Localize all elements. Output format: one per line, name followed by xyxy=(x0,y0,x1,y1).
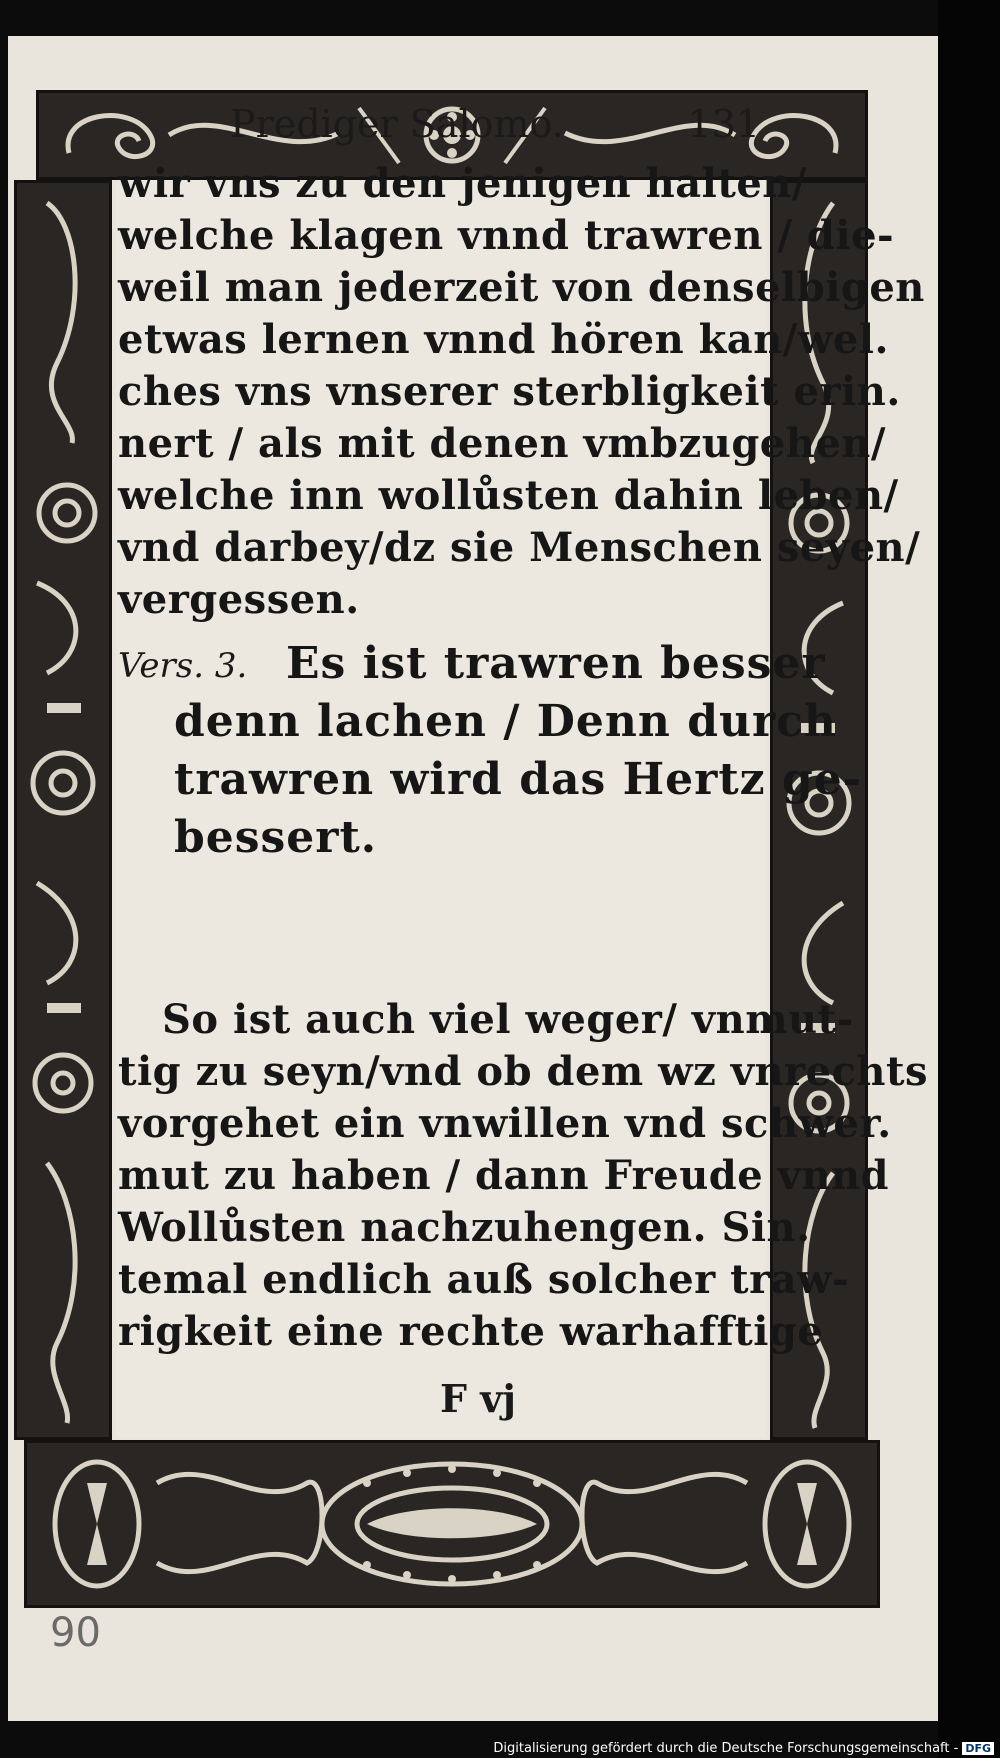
verse-label: Vers. 3. xyxy=(118,646,248,686)
text-line: vergessen. xyxy=(118,576,360,623)
verse-line: Es ist trawren besser xyxy=(286,638,826,689)
text-line: So ist auch viel weger/ vnmut- xyxy=(162,996,854,1043)
page-header xyxy=(150,102,760,158)
left-ornament-band xyxy=(14,180,112,1440)
dfg-logo: DFG xyxy=(962,1742,994,1755)
pencil-annotation: 90 xyxy=(50,1610,101,1656)
text-line: ches vns vnserer sterbligkeit erin. xyxy=(118,368,901,415)
text-line: welche inn wollůsten dahin leben/ xyxy=(118,472,899,519)
text-line: nert / als mit denen vmbzugehen/ xyxy=(118,420,886,467)
text-line: Wollůsten nachzuhengen. Sin. xyxy=(118,1204,811,1251)
verse-line: denn lachen / Denn durch xyxy=(174,696,837,747)
signature-mark: F vj xyxy=(440,1376,517,1421)
text-line: etwas lernen vnnd hören kan/wel. xyxy=(118,316,889,363)
digitization-credit xyxy=(493,1741,994,1756)
verse-line: bessert. xyxy=(174,812,378,863)
text-line: mut zu haben / dann Freude vnnd xyxy=(118,1152,889,1199)
scan-background xyxy=(938,0,1000,1758)
text-line: weil man jederzeit von denselbigen xyxy=(118,264,925,311)
verse-block xyxy=(118,638,862,878)
bottom-ornament-band xyxy=(24,1440,880,1608)
text-line: vnd darbey/dz sie Menschen seyen/ xyxy=(118,524,921,571)
text-line: wir vns zu den jenigen halten/ xyxy=(118,160,807,207)
text-line: welche klagen vnnd trawren / die- xyxy=(118,212,895,259)
page-number: 131 xyxy=(687,102,760,146)
text-line: tig zu seyn/vnd ob dem wz vnrechts xyxy=(118,1048,929,1095)
text-line: temal endlich auß solcher traw- xyxy=(118,1256,850,1303)
verse-line: trawren wird das Hertz ge- xyxy=(174,754,862,805)
text-line: rigkeit eine rechte warhafftige xyxy=(118,1308,824,1355)
credit-text: Digitalisierung gefördert durch die Deutsche Forschungsgemeinschaft - xyxy=(493,1741,959,1756)
text-line: vorgehet ein vnwillen vnd schwer. xyxy=(118,1100,892,1147)
running-title: Prediger Salomo. xyxy=(230,102,564,146)
page-body xyxy=(118,160,929,1360)
